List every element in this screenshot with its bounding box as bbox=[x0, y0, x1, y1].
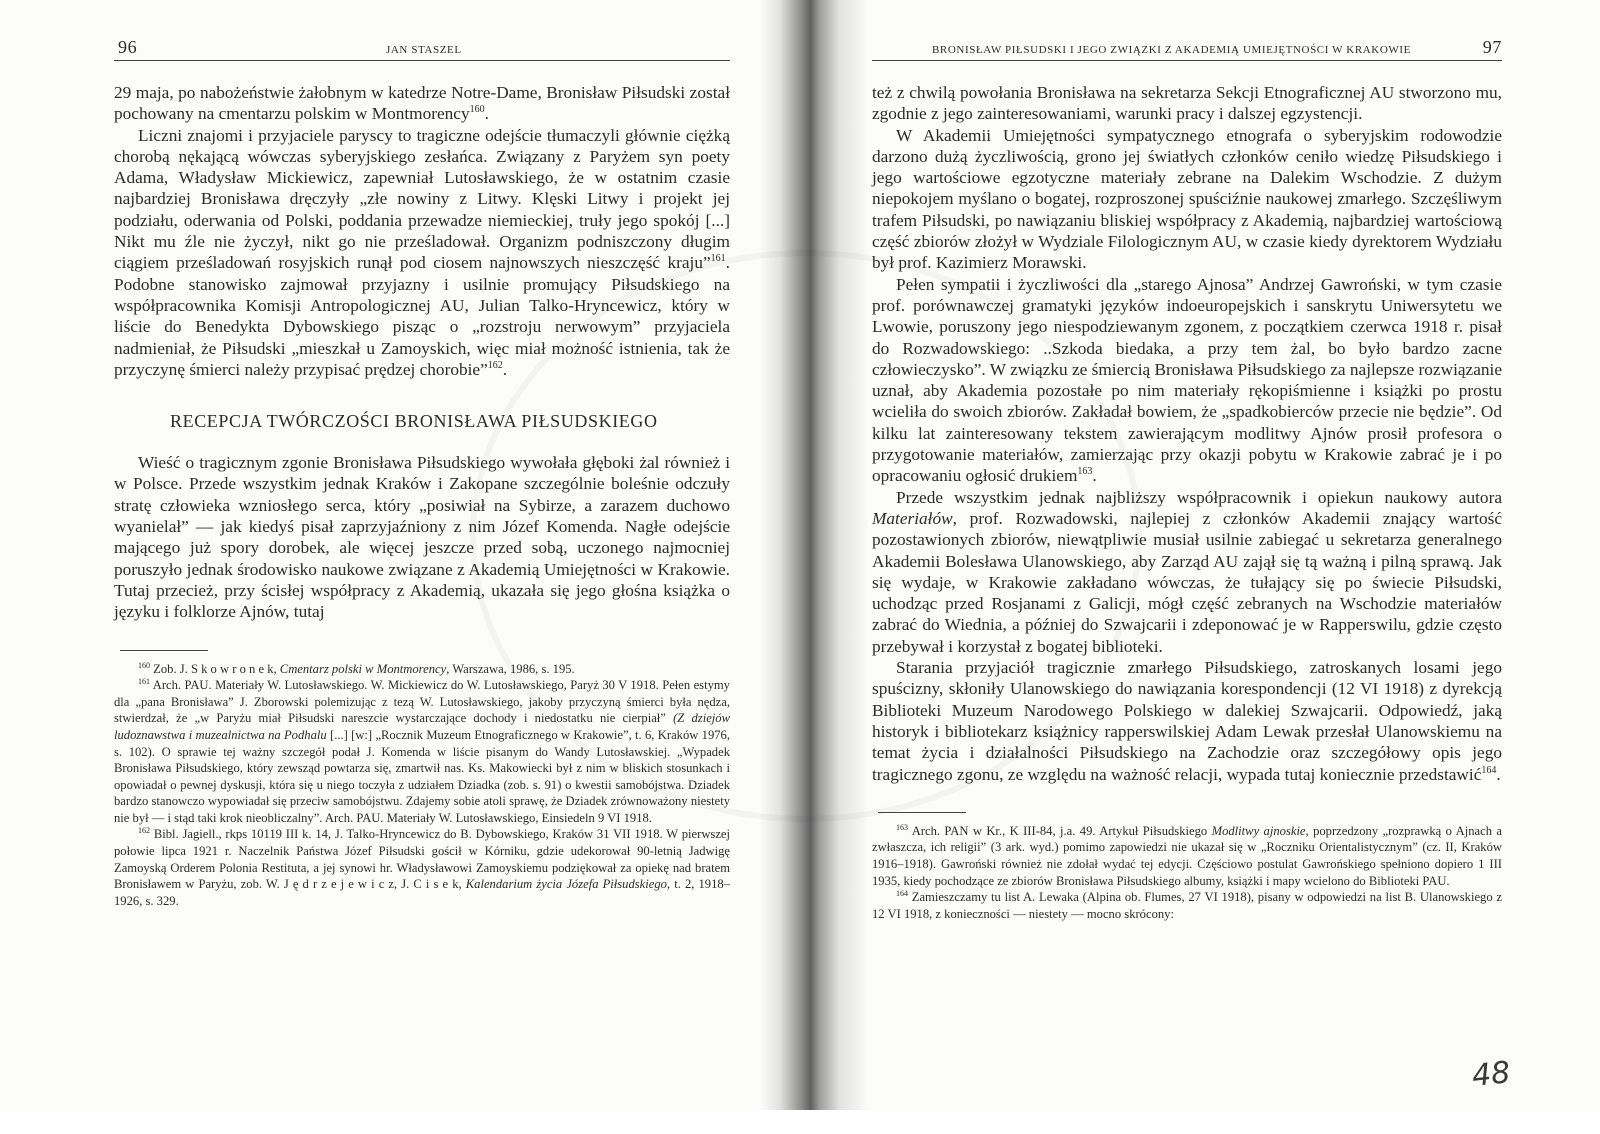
page-number: 96 bbox=[118, 37, 138, 57]
footnote: $^{163}$ Arch. PAN w Kr., K III-84, j.a. 49. Artykuł Piłsudskiego Modlitwy ajnoskie, poprzedzony „rozprawką o Ajnach a zwłaszcza, ich religii” (3 ark. wyd.) pomimo zapowiedzi nie ukazał się w „Roczniku Orientalistycznym” (cz. II, Kraków 1916–1918). Gawroński również nie zdołał wydać tej edycji. Częściowo postulat Gawrońskiego spełniono dopiero 1 III 1935, kiedy pochodzące ze zbiorów Bronisława Piłsudskiego albumy, książki i mapy wcielono do Biblioteki PAU. bbox=[872, 822, 1502, 888]
main-text bbox=[872, 82, 1502, 785]
page-number: 97 bbox=[1482, 37, 1502, 57]
running-head-title: BRONISŁAW PIŁSUDSKI I JEGO ZWIĄZKI Z AKADEMIĄ UMIEJĘTNOŚCI W KRAKOWIE bbox=[932, 44, 1411, 56]
paragraph: 29 maja, po nabożeństwie żałobnym w katedrze Notre-Dame, Bronisław Piłsudski został pochowany na cmentarzu polskim w Montmorency$^{160}$. bbox=[114, 83, 730, 124]
footnote-separator bbox=[878, 812, 966, 813]
footnote-ref[interactable]: 164 bbox=[1481, 764, 1497, 776]
right-page bbox=[872, 30, 1502, 922]
footnote: $^{164}$ Zamieszczamy tu list A. Lewaka (Alpina ob. Flumes, 27 VI 1918), pisany w odpowiedzi na list B. Ulanowskiego z 12 VI 1918, z konieczności — niestety — mocno skrócony: bbox=[872, 888, 1502, 921]
footnote-ref[interactable]: 160 bbox=[469, 104, 485, 116]
paragraph: Przede wszystkim jednak najbliższy współpracownik i opiekun naukowy autora Materiałów, prof. Rozwadowski, najlepiej z członków Akademii znający wartość pozostawionych zbiorów, niewątpliwie musiał usilnie zabiegać u sekretarza generalnego Akademii Bolesława Ulanowskiego, aby Zarząd AU zajął się tą ważną i pilną sprawą. Jak się wydaje, w Krakowie zakładano wówczas, że tułający się po świecie Piłsudski, uchodząc przed Rosjanami z Galicji, mógł część zebranych na Wschodzie materiałów zabrać do Wiednia, a później do Szwajcarii i zdeponować je w Rapperswilu, gdzie często przebywał i korzystał z bogatej biblioteki. bbox=[872, 487, 1502, 656]
paragraph: też z chwilą powołania Bronisława na sekretarza Sekcji Etnograficznej AU stworzono mu, zgodnie z jego zainteresowaniami, warunki pracy i dalszej egzystencji. bbox=[872, 83, 1502, 124]
handwritten-page-mark: 48 bbox=[1470, 1055, 1512, 1094]
book-gutter bbox=[760, 0, 870, 1110]
left-page bbox=[114, 30, 730, 909]
paragraph: Wieść o tragicznym zgonie Bronisława Piłsudskiego wywołała głęboki żal również i w Polsce. Przede wszystkim jednak Kraków i Zakopane szczególnie boleśnie odczuły stratę człowieka wzniosłego serca, który „posiwiał na Sybirze, a zarazem duchowo wyanielał” — jak kiedyś pisał zaprzyjaźniony z nim Józef Komenda. Nagłe odejście mającego już spory dorobek, ale więcej jeszcze przed sobą, uczonego najmocniej poruszyło jednak środowisko naukowe związane z Akademią Umiejętności w Krakowie. Tutaj przecież, przy ścisłej współpracy z Akademią, ukazała się jego głośna książka o języku i folklorze Ajnów, tutaj bbox=[114, 453, 730, 622]
paragraph: Starania przyjaciół tragicznie zmarłego Piłsudskiego, zatroskanych losami jego spuścizny, skłoniły Ulanowskiego do nawiązania korespondencji (12 VI 1918) z dyrekcją Biblioteki Muzeum Narodowego Polskiego w dalekiej Szwajcarii. Odpowiedź, jaką historyk i bibliotekarz książnicy rapperswilskiej Adam Lewak przesłał Ulanowskiemu na temat życia i działalności Piłsudskiego na Zachodzie oraz szczegółowy opis jego tragicznego zgonu, ze względu na ważność relacji, wypada tutaj koniecznie przedstawić$^{164}$. bbox=[872, 658, 1502, 784]
footnote-ref[interactable]: 162 bbox=[487, 360, 503, 372]
footnote: $^{160}$ Zob. J. S k o w r o n e k, Cmentarz polski w Montmorency, Warszawa, 1986, s. 195. bbox=[138, 660, 575, 676]
running-head bbox=[872, 30, 1502, 61]
footnotes bbox=[114, 661, 730, 910]
paragraph: W Akademii Umiejętności sympatycznego etnografa o syberyjskim rodowodzie darzono dużą życzliwością, grono jej światłych członków ceniło wiedzę Piłsudskiego i jego wartościowe egzotyczne materiały zebrane na Dalekim Wschodzie. Z dużym niepokojem myślano o bogatej, rozproszonej spuściźnie naukowej zmarłego. Szczęśliwym trafem Piłsudski, po nawiązaniu bliskiej współpracy z Akademią, najbardziej wartościową część zbiorów złożył w Wydziale Filologicznym AU, w czasie kiedy dyrektorem Wydziału był prof. Kazimierz Morawski. bbox=[872, 125, 1502, 273]
section-heading: RECEPCJA TWÓRCZOŚCI BRONISŁAWA PIŁSUDSKIEGO bbox=[170, 411, 658, 432]
paragraph: Liczni znajomi i przyjaciele paryscy to tragiczne odejście tłumaczyli głównie ciężką chorobą nękającą wówczas syberyjskiego zesłańca. Związany z Paryżem syn poety Adama, Władysław Mickiewicz, zapewniał Lutosławskiego, że w ostatnim czasie najbardziej Bronisława dręczyły „złe nowiny z Litwy. Klęski Litwy i projekt jej podziału, oderwania od Polski, poddania przewadze niemieckiej, truły jego spokój [...] Nikt mu źle nie życzył, nikt go nie prześladował. Organizm podniszczony długim ciągiem prześladowań rosyjskich runął pod ciosem najnowszych nieszczęść kraju”$^{161}$. Podobne stanowisko zajmował przyjazny i usilnie promujący Piłsudskiego na współpracownika Komisji Antropologicznej AU, Julian Talko-Hryncewicz, który w liście do Benedykta Dybowskiego pisząc o „rozstroju nerwowym” przyjaciela nadmieniał, że Piłsudski „mieszkał u Zamoyskich, więc miał możność istnienia, tak że przyczynę śmierci należy przypisać prędzej chorobie”$^{162}$. bbox=[114, 125, 730, 379]
footnote: $^{161}$ Arch. PAU. Materiały W. Lutosławskiego. W. Mickiewicz do W. Lutosławskiego, Paryż 30 V 1918. Pełen estymy dla „pana Bronisława” J. Zborowski polemizując z tezą W. Lutosławskiego, jakoby przyczyną śmierci była nędza, stwierdzał, że „w Paryżu miał Piłsudski nareszcie wystarczające dochody i niedostatku nie cierpiał” (Z dziejów ludoznawstwa i muzealnictwa na Podhalu [...] [w:] „Rocznik Muzeum Etnograficznego w Krakowie”, t. 6, Kraków 1976, s. 102). O sprawie tej ważny szczegół podał J. Komenda w liście pisanym do Wandy Lutosławskiej. „Wypadek Bronisława Piłsudskiego, który zewsząd powtarza się, zmartwił nas. Ks. Makowiecki był z nim w bliskich stosunkach i opowiadał o pewnej dyskusji, która się u niego toczyła z udziałem Dziadka (zob. s. 91) o kwestii samobójstwa. Dziadek bardzo stanowczo wypowiadał się przeciw samobójstwu. Zdajemy sobie atoli sprawę, że Dziadek zrównoważony niestety nie był — i stąd taki krok nieobliczalny”. Arch. PAU. Materiały W. Lutosławskiego, Einsiedeln 9 VI 1918. bbox=[114, 676, 730, 825]
running-head-author: JAN STASZEL bbox=[386, 44, 462, 56]
scan-margin bbox=[0, 1110, 1600, 1134]
running-head bbox=[114, 30, 730, 61]
footnote-ref[interactable]: 163 bbox=[1077, 466, 1093, 478]
footnote-ref[interactable]: 161 bbox=[710, 253, 726, 265]
paragraph: Pełen sympatii i życzliwości dla „starego Ajnosa” Andrzej Gawroński, w tym czasie prof. porównawczej gramatyki języków indoeuropejskich i sanskrytu Uniwersytetu we Lwowie, poruszony jego niespodziewanym zgonem, z początkiem czerwca 1918 r. pisał do Rozwadowskiego: ..Szkoda biedaka, a przy tem żal, bo było bardzo zacne człowieczysko”. W związku ze śmiercią Bronisława Piłsudskiego za najlepsze rozwiązanie uznał, aby Akademia pozostałe po nim materiały rękopiśmienne i książki po prostu wcieliła do swoich zbiorów. Zakładał bowiem, że „spadkobierców przecie nie będzie”. Od kilku lat zainteresowany tekstem zawierającym modlitwy Ajnów prosił profesora o przygotowanie materiałów, zamierzając przy okazji pobytu w Krakowie zabrać je i po opracowaniu ogłosić drukiem$^{163}$. bbox=[872, 274, 1502, 486]
footnotes bbox=[872, 823, 1502, 923]
footnote-separator bbox=[120, 650, 208, 651]
main-text bbox=[114, 452, 730, 622]
main-text bbox=[114, 82, 730, 380]
footnote: $^{162}$ Bibl. Jagiell., rkps 10119 III k. 14, J. Talko-Hryncewicz do B. Dybowskiego, Kraków 31 VII 1918. W pierwszej połowie lipca 1921 r. Naczelnik Państwa Józef Piłsudski gościł w Kórniku, gdzie udekorował 90-letnią Jadwigę Zamoyską Orderem Polonia Restituta, a jej synowi hr. Władysławowi Zamoyskiemu podziękował za opiekę nad bratem Bronisławem w Paryżu, zob. W. J ę d r z e j e w i c z, J. C i s e k, Kalendarium życia Józefa Piłsudskiego, t. 2, 1918–1926, s. 329. bbox=[114, 826, 730, 908]
